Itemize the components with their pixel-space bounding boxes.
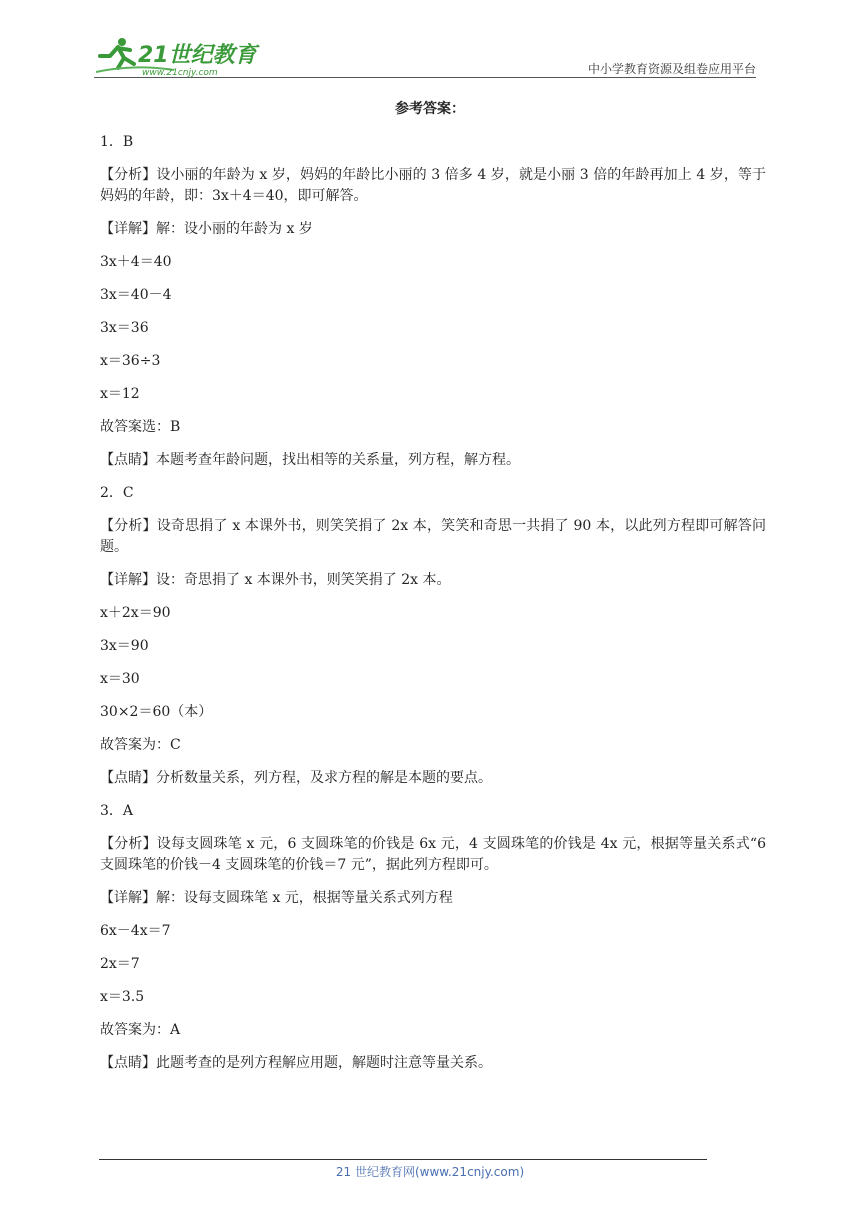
text-line: 【详解】解：设每支圆珠笔 x 元，根据等量关系式列方程: [100, 890, 453, 906]
site-logo: [94, 34, 264, 78]
text-line: 3x＝36: [100, 320, 149, 336]
text-line: 【分析】设奇思捐了 x 本课外书，则笑笑捐了 2x 本，笑笑和奇思一共捐了 90 本，以此列方程即可解答问题。: [100, 518, 766, 555]
footer-text: 21 世纪教育网(www.21cnjy.com): [335, 1165, 525, 1179]
text-line: 3x＝40－4: [100, 287, 172, 303]
text-line: 【点睛】本题考查年龄问题，找出相等的关系量，列方程，解方程。: [100, 452, 520, 468]
footer-divider: [99, 1159, 707, 1160]
text-line: 故答案为：C: [100, 737, 181, 753]
text-line: 【分析】设每支圆珠笔 x 元，6 支圆珠笔的价钱是 6x 元，4 支圆珠笔的价钱是 4x 元，根据等量关系式“6 支圆珠笔的价钱－4 支圆珠笔的价钱＝7 元”，据此列方程即可。: [100, 836, 766, 873]
logo-text: 21世纪教育: [138, 43, 257, 68]
text-line: 故答案选：B: [100, 419, 181, 435]
header-divider: [94, 77, 756, 78]
text-line: 【点睛】分析数量关系，列方程，及求方程的解是本题的要点。: [100, 770, 492, 786]
text-line: 2．C: [100, 485, 134, 501]
platform-name: 中小学教育资源及组卷应用平台: [587, 62, 756, 76]
text-line: 【分析】设小丽的年龄为 x 岁，妈妈的年龄比小丽的 3 倍多 4 岁，就是小丽 3 倍的年龄再加上 4 岁，等于妈妈的年龄，即：3x＋4＝40，即可解答。: [100, 167, 766, 204]
text-line: x＝36÷3: [100, 353, 161, 369]
page-header: [94, 30, 756, 80]
text-line: 【详解】解：设小丽的年龄为 x 岁: [100, 221, 313, 237]
text-line: x＋2x＝90: [100, 605, 171, 621]
text-line: x＝12: [100, 386, 140, 402]
text-line: 3x＝90: [100, 638, 149, 654]
text-line: 30×2＝60（本）: [100, 704, 213, 720]
text-line: 1．B: [100, 134, 134, 150]
text-line: 【点睛】此题考查的是列方程解应用题，解题时注意等量关系。: [100, 1055, 492, 1071]
answer-content: [100, 98, 766, 1074]
text-line: 故答案为：A: [100, 1022, 181, 1038]
text-line: 2x＝7: [100, 956, 140, 972]
text-line: 【详解】设：奇思捐了 x 本课外书，则笑笑捐了 2x 本。: [100, 572, 451, 588]
text-line: x＝3.5: [100, 989, 145, 1005]
text-line: x＝30: [100, 671, 140, 687]
text-line: 6x－4x＝7: [100, 923, 171, 939]
logo-url: www.21cnjy.com: [142, 68, 218, 78]
page-title: 参考答案：: [395, 101, 465, 117]
text-line: 3．A: [100, 803, 134, 819]
text-line: 3x＋4＝40: [100, 254, 172, 270]
answer-lines: [100, 132, 766, 1074]
